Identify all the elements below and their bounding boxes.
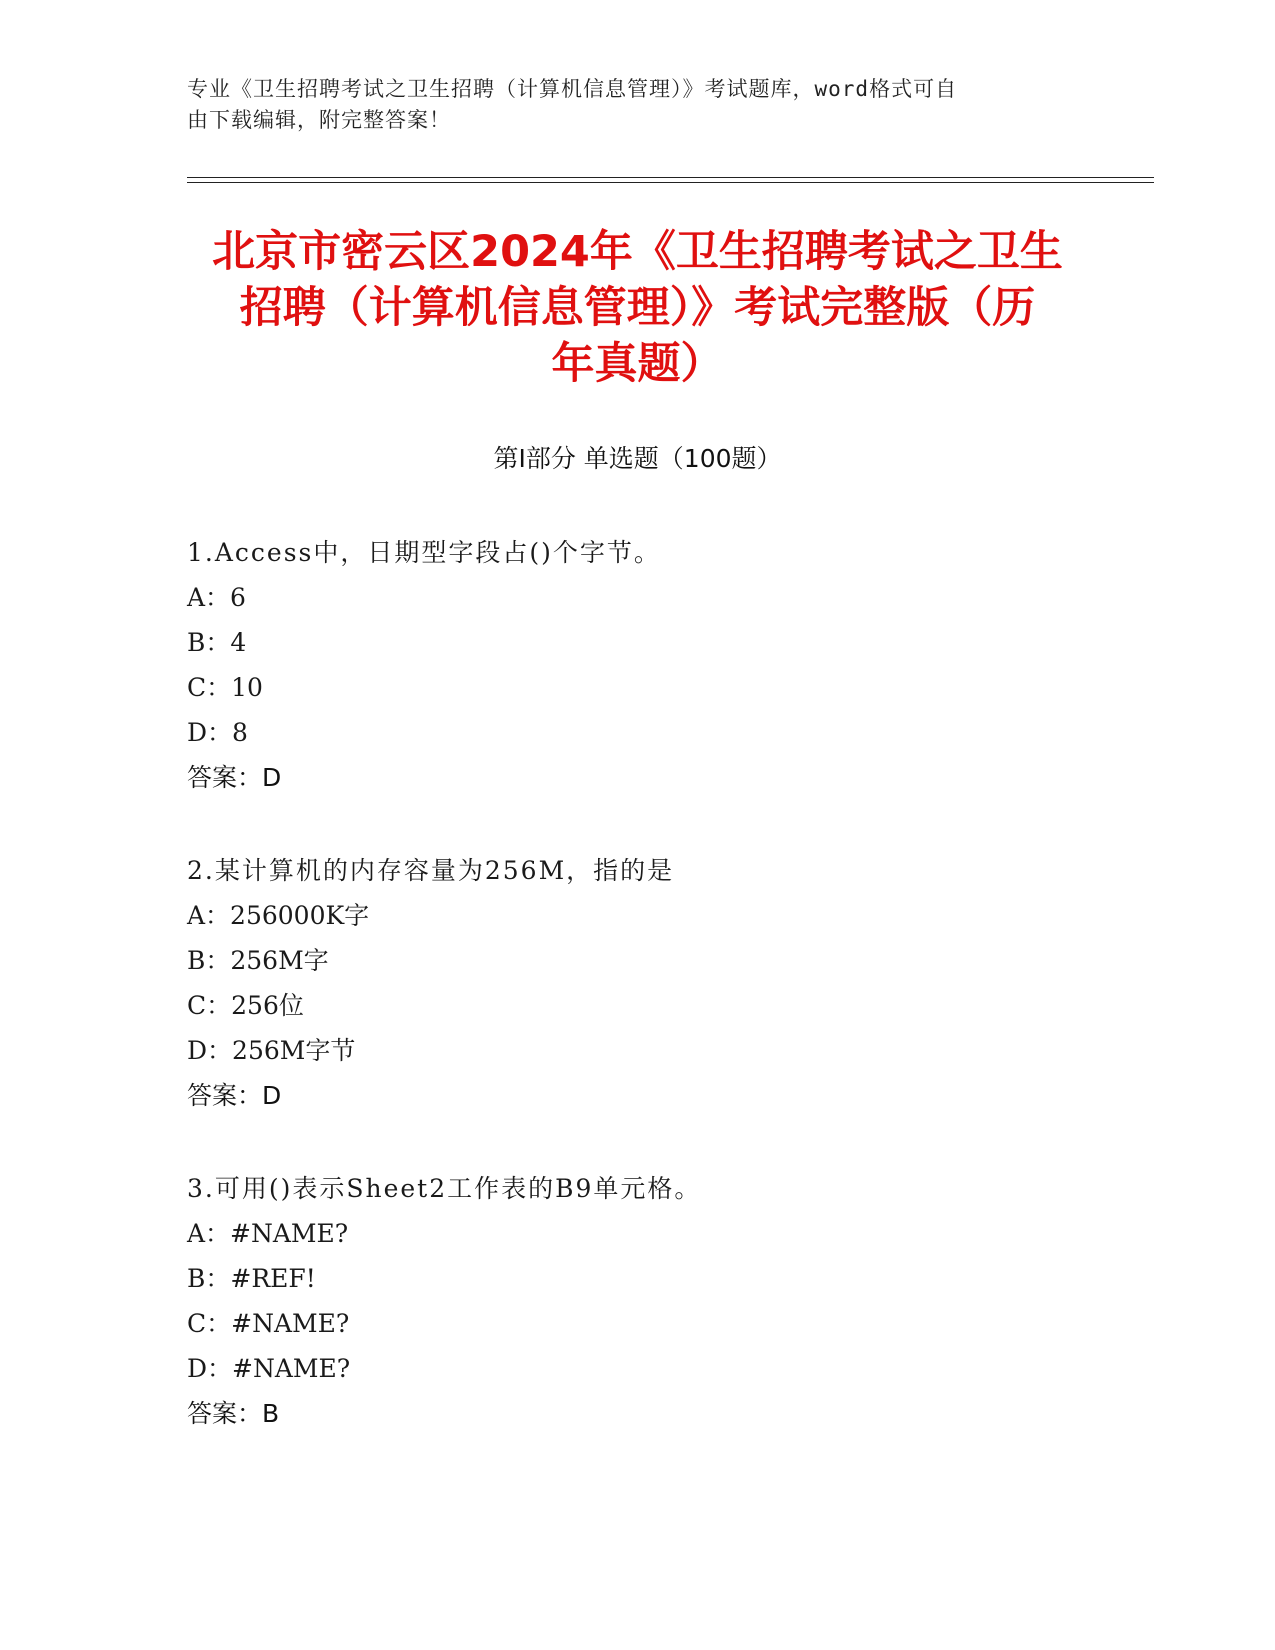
- question-stem: 3.可用()表示Sheet2工作表的B9单元格。: [187, 1174, 702, 1203]
- question-list: [187, 530, 1137, 1484]
- header-divider-bottom: [187, 182, 1154, 183]
- option-b: B：4: [187, 628, 247, 657]
- answer-key: 答案：B: [187, 1399, 280, 1428]
- document-title-line-2: 招聘（计算机信息管理）》考试完整版（历: [239, 283, 1036, 333]
- option-c: C：10: [187, 673, 263, 702]
- option-b: B：256M字: [187, 946, 329, 975]
- header-note-line-2: 由下载编辑，附完整答案！: [187, 108, 451, 132]
- header-divider-top: [187, 177, 1154, 178]
- option-c: C：#NAME?: [187, 1309, 350, 1338]
- option-b: B：#REF!: [187, 1264, 316, 1293]
- section-heading: 第Ⅰ部分 单选题（100题）: [493, 444, 782, 473]
- question-1: [187, 530, 1137, 800]
- question-stem: 2.某计算机的内存容量为256M，指的是: [187, 856, 675, 885]
- document-title: [150, 224, 1125, 392]
- option-d: D：256M字节: [187, 1036, 356, 1065]
- document-title-line-1: 北京市密云区2024年《卫生招聘考试之卫生: [212, 227, 1063, 277]
- header-note-line-1: 专业《卫生招聘考试之卫生招聘（计算机信息管理）》考试题库，word格式可自: [187, 77, 958, 101]
- document-title-line-3: 年真题）: [551, 339, 724, 389]
- header-note: [187, 74, 1067, 136]
- question-2: [187, 848, 1137, 1118]
- option-a: A：6: [187, 583, 246, 612]
- option-a: A：#NAME?: [187, 1219, 349, 1248]
- option-c: C：256位: [187, 991, 304, 1020]
- option-d: D：#NAME?: [187, 1354, 351, 1383]
- question-3: [187, 1166, 1137, 1436]
- answer-key: 答案：D: [187, 763, 282, 792]
- answer-key: 答案：D: [187, 1081, 282, 1110]
- question-stem: 1.Access中，日期型字段占()个字节。: [187, 538, 661, 567]
- option-a: A：256000K字: [187, 901, 370, 930]
- option-d: D：8: [187, 718, 248, 747]
